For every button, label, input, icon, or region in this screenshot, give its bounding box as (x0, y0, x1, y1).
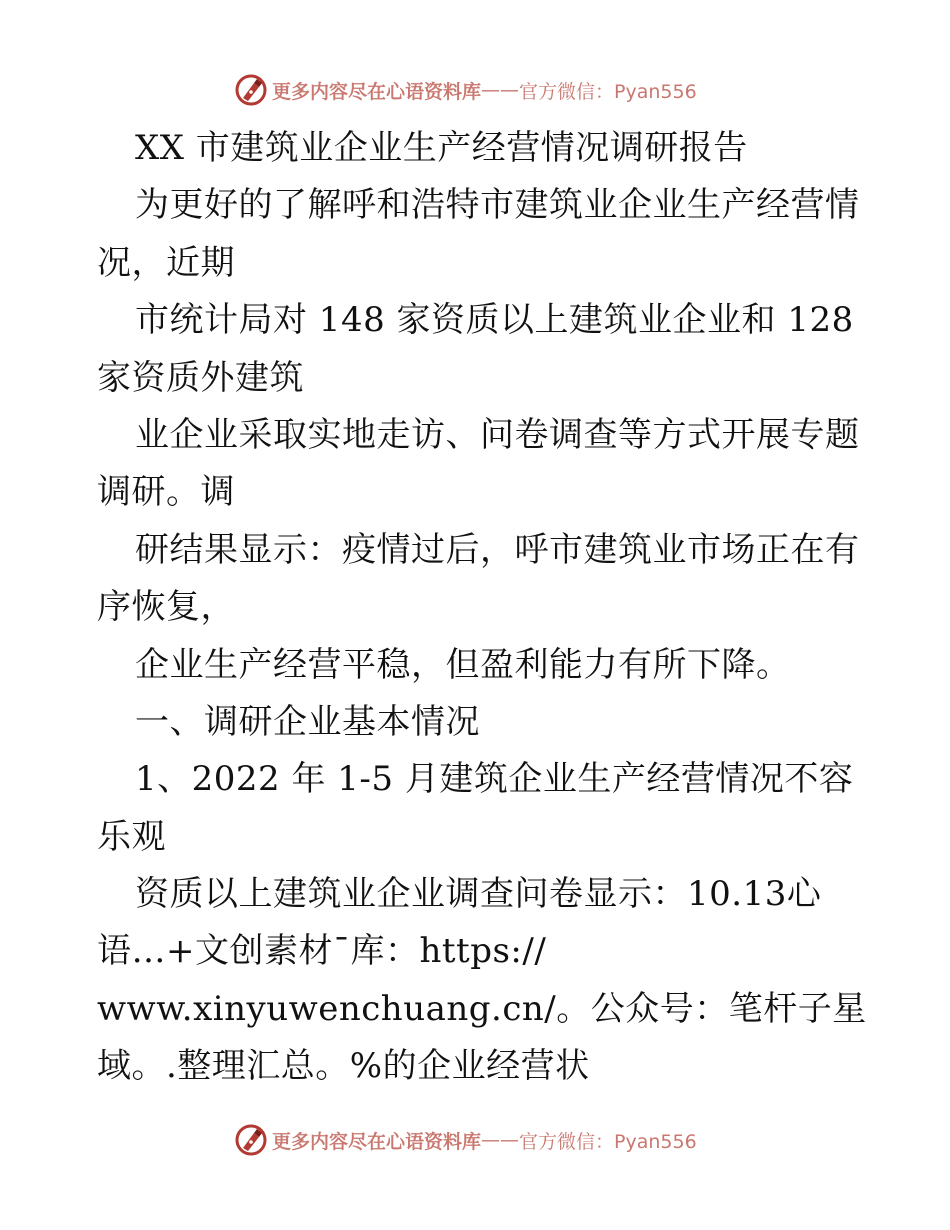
pen-nib-circle-icon (234, 1123, 268, 1157)
pen-nib-circle-icon (234, 73, 268, 107)
paragraph-line: 语…+文创素材¯库：https:// (97, 931, 547, 972)
paragraph-line: 市统计局对 148 家资质以上建筑业企业和 128 (135, 300, 854, 341)
document-title: XX 市建筑业企业生产经营情况调研报告 (135, 128, 748, 168)
paragraph-line: 企业生产经营平稳，但盈利能力有所下降。 (135, 644, 791, 685)
header-watermark (234, 70, 697, 110)
watermark-brand: 更多内容尽在心语资料库 (272, 80, 482, 103)
watermark-separator: —— (481, 79, 520, 101)
watermark-separator: —— (481, 1129, 520, 1151)
paragraph-line: 况，近期 (97, 242, 235, 283)
watermark-brand: 更多内容尽在心语资料库 (272, 1130, 482, 1153)
paragraph-line: 乐观 (97, 816, 166, 857)
footer-watermark (234, 1120, 697, 1160)
section-heading: 一、调研企业基本情况 (135, 701, 480, 742)
watermark-wechat: 官方微信：Pyan556 (519, 80, 697, 103)
watermark-wechat: 官方微信：Pyan556 (519, 1130, 697, 1153)
subsection-heading: 1、2022 年 1-5 月建筑企业生产经营情况不容 (135, 759, 854, 800)
paragraph-line: www.xinyuwenchuang.cn/。公众号：笔杆子星 (97, 988, 867, 1029)
paragraph-line: 为更好的了解呼和浩特市建筑业企业生产经营情 (135, 185, 860, 226)
paragraph-line: 业企业采取实地走访、问卷调查等方式开展专题 (135, 414, 860, 455)
paragraph-line: 序恢复， (97, 587, 235, 628)
paragraph-line: 调研。调 (97, 472, 235, 513)
paragraph-line: 研结果显示：疫情过后，呼市建筑业市场正在有 (135, 529, 860, 570)
paragraph-line: 域。.整理汇总。%的企业经营状 (97, 1046, 590, 1087)
paragraph-line: 资质以上建筑业企业调查问卷显示：10.13心 (135, 874, 822, 915)
paragraph-line: 家资质外建筑 (97, 357, 304, 398)
document-body (97, 120, 867, 1096)
